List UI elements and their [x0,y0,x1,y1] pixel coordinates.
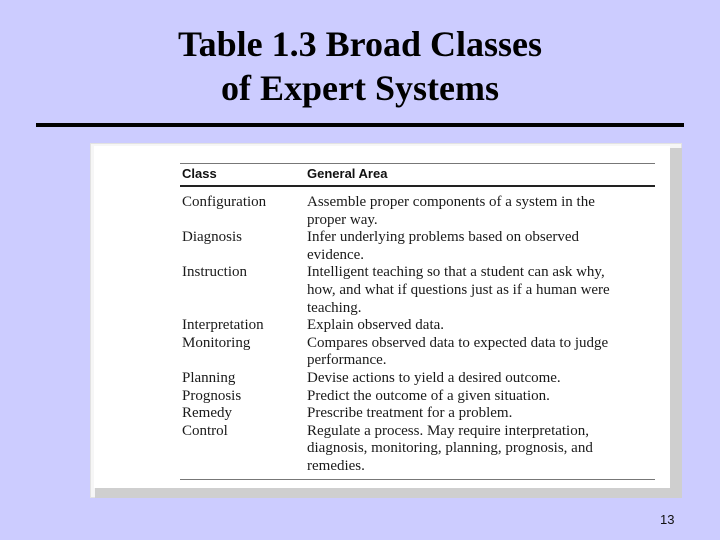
table-image-shadow [670,148,682,498]
general-area-line: Compares observed data to expected data to judge [307,334,609,351]
table-row [182,317,652,335]
general-area-line: Regulate a process. May require interpretation, [307,422,589,439]
general-area-line: remedies. [307,457,365,474]
table-header-rule [180,185,655,187]
general-area-cell [307,317,642,335]
general-area-line: Prescribe treatment for a problem. [307,405,513,422]
table-top-rule [180,163,655,164]
slide-title-line-2: of Expert Systems [221,68,499,108]
table-image-shadow-bottom [95,488,682,498]
class-cell: Diagnosis [182,229,242,246]
general-area-line: teaching. [307,299,362,316]
class-cell: Prognosis [182,387,242,404]
column-header-general-area: General Area [307,166,388,181]
slide-title [0,22,720,110]
general-area-cell [307,335,642,370]
slide-title-line-1: Table 1.3 Broad Classes [177,24,543,64]
general-area-line: Assemble proper components of a system in the [307,194,595,210]
title-divider [36,123,684,127]
class-cell: Planning [182,369,236,386]
table-row [182,335,652,370]
general-area-line: Infer underlying problems based on observed [307,229,580,246]
table-row [182,388,652,406]
general-area-line: Explain observed data. [307,317,445,334]
general-area-line: how, and what if questions just as if a human were [307,281,610,298]
table-row [182,194,652,229]
general-area-line: diagnosis, monitoring, planning, prognosis, and [307,440,593,457]
general-area-line: Predict the outcome of a given situation. [307,387,550,404]
class-cell: Monitoring [182,334,251,351]
general-area-cell [307,264,642,317]
general-area-line: Devise actions to yield a desired outcome. [307,369,561,386]
page-number: 13 [660,512,675,527]
class-cell: Instruction [182,264,247,281]
general-area-line: evidence. [307,246,365,263]
class-cell: Control [182,422,228,439]
table-body [182,194,652,476]
column-header-class: Class [182,166,217,181]
table-bottom-rule [180,479,655,480]
table-row [182,264,652,317]
general-area-cell [307,229,642,264]
table-row [182,370,652,388]
general-area-line: proper way. [307,211,378,228]
class-cell: Interpretation [182,317,264,334]
general-area-line: Intelligent teaching so that a student can ask why, [307,264,605,281]
general-area-cell [307,194,642,229]
general-area-line: performance. [307,352,387,369]
general-area-cell [307,370,642,388]
general-area-cell [307,423,642,476]
table-row [182,229,652,264]
general-area-cell [307,388,642,406]
general-area-cell [307,405,642,423]
class-cell: Configuration [182,194,267,210]
table-row [182,423,652,476]
table-row [182,405,652,423]
class-cell: Remedy [182,405,232,422]
